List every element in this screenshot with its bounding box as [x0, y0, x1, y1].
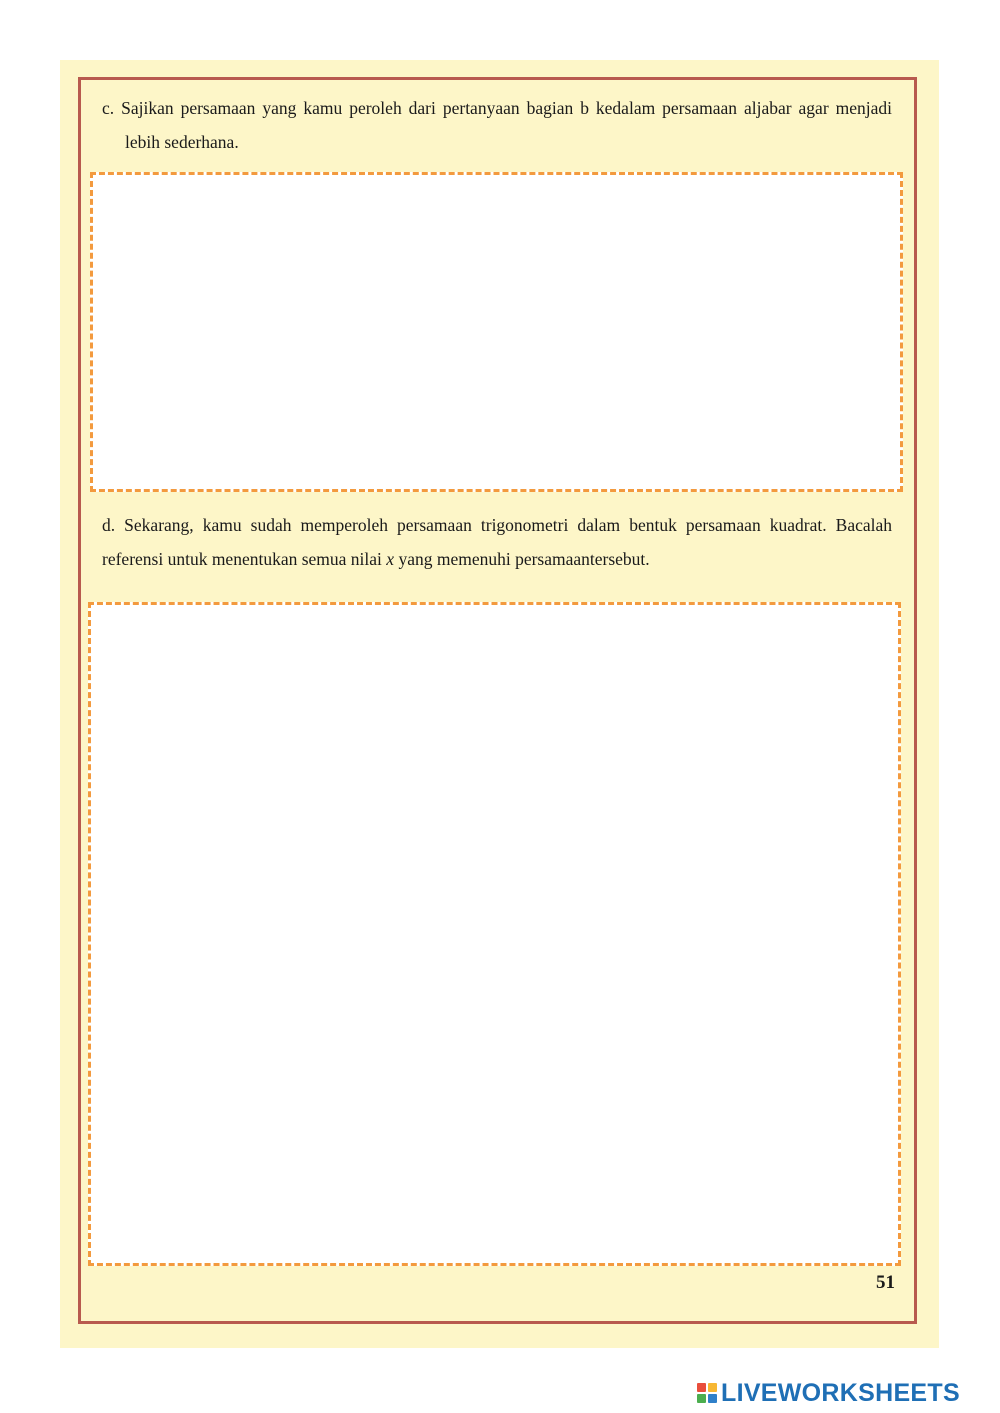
question-d	[102, 508, 892, 576]
answer-box-d[interactable]	[88, 602, 901, 1266]
logo-cell-1	[697, 1383, 706, 1392]
page-number: 51	[876, 1272, 895, 1293]
logo-cell-2	[708, 1383, 717, 1392]
question-c-text: c. Sajikan persamaan yang kamu peroleh dari pertanyaan bagian b kedalam persamaan aljabar agar menjadi lebih sederhana.	[102, 98, 892, 152]
question-d-text	[102, 508, 892, 576]
branding	[697, 1378, 960, 1408]
logo-cell-4	[708, 1394, 717, 1403]
question-d-variable: x	[386, 549, 395, 569]
liveworksheets-logo-icon	[697, 1383, 717, 1403]
question-c	[102, 91, 892, 159]
brand-name: LIVEWORKSHEETS	[721, 1378, 960, 1407]
logo-cell-3	[697, 1394, 706, 1403]
worksheet-page	[60, 60, 939, 1348]
question-d-text-start: d. Sekarang, kamu sudah memperoleh persamaan trigonometri dalam bentuk persamaan kuadrat. Bacalah referensi untuk menentukan semua nilai	[102, 515, 892, 569]
answer-box-c[interactable]	[90, 172, 903, 492]
question-d-text-end: yang memenuhi persamaantersebut.	[394, 549, 650, 569]
